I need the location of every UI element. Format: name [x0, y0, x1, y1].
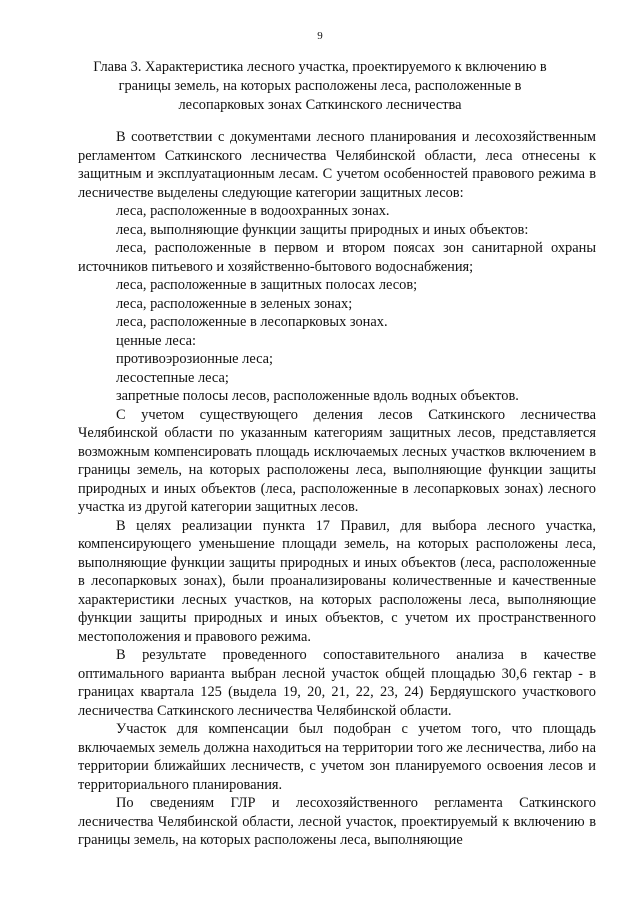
paragraph: С учетом существующего деления лесов Саткинского лесничества Челябинской области по указанным категориям защитных лесов, представляется возможным компенсировать площадь исключаемых лесных участков включением в границы земель, на которых расположены леса, выполняющие функции защиты природных и иных объектов (леса, расположенные в лесопарковых зонах) лесного участка из другой категории защитных лесов.: [78, 406, 596, 515]
list-item: леса, расположенные в защитных полосах лесов;: [116, 277, 418, 293]
paragraph: В результате проведенного сопоставительного анализа в качестве оптимального варианта выбран лесной участок общей площадью 30,6 гектар - в границах квартала 125 (выдела 19, 20, 21, 22, 23, 24) Бердяушского участкового лесничества Саткинского лесничества Челябинской области.: [78, 647, 596, 719]
list-item: лесостепные леса;: [116, 369, 229, 386]
list-item: противоэрозионные леса;: [116, 351, 274, 367]
paragraph: В соответствии с документами лесного планирования и лесохозяйственным регламентом Саткинского лесничества Челябинской области, леса отнесены к защитным и эксплуатационным лесам. С учетом особенностей правового режима в лесничестве выделены следующие категории защитных лесов:: [78, 129, 596, 201]
list-item: леса, расположенные в лесопарковых зонах.: [116, 314, 388, 330]
paragraph: По сведениям ГЛР и лесохозяйственного регламента Саткинского лесничества Челябинской области, лесной участок, проектируемый к включению в границы земель, на которых расположены леса, выполняющие: [78, 795, 596, 848]
paragraph: леса, расположенные в первом и втором поясах зон санитарной охраны источников питьевого и хозяйственно-бытового водоснабжения;: [78, 240, 596, 275]
list-item: леса, расположенные в зеленых зонах;: [116, 295, 353, 312]
paragraph: Участок для компенсации был подобран с учетом того, что площадь включаемых земель должна находиться на территории того же лесничества, либо на территории ближайших лесничеств, с учетом зон планируемого освоения лесов и территориального планирования.: [78, 721, 596, 793]
chapter-title: Глава 3. Характеристика лесного участка, проектируемого к включению в границы земель, на которых расположены леса, расположенные в лесопарковых зонах Саткинского лесничества: [93, 59, 547, 113]
paragraph: В целях реализации пункта 17 Правил, для выбора лесного участка, компенсирующего уменьшение площади земель, на которых расположены леса, выполняющие функции защиты природных и иных объектов (леса, расположенные в лесопарковых зонах), были проанализированы количественные и качественные характеристики лесных участков, на которых расположены леса, выполняющие функции защиты природных и иных объектов, с учетом их пространственного местоположения и правового режима.: [78, 517, 596, 645]
list-item: леса, расположенные в водоохранных зонах.: [116, 203, 390, 219]
list-item: ценные леса:: [116, 332, 197, 349]
document-body: [78, 128, 596, 850]
list-item: леса, выполняющие функции защиты природных и иных объектов:: [116, 221, 529, 238]
list-item: запретные полосы лесов, расположенные вдоль водных объектов.: [116, 388, 519, 404]
page-number: 9: [317, 30, 323, 42]
